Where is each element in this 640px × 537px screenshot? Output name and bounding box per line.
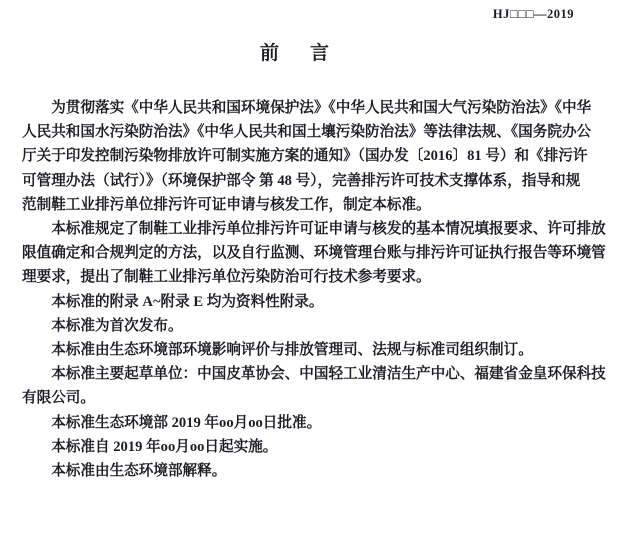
text-line: 本标准生态环境部 2019 年oo月oo日批准。: [51, 414, 322, 431]
foreword-body: [22, 96, 614, 483]
text-line: 限值确定和合规判定的方法，以及自行监测、环境管理台账与排污许可证执行报告等环境管: [22, 245, 606, 262]
text-line: 人民共和国水污染防治法》《中华人民共和国土壤污染防治法》等法律法规、《国务院办公: [22, 124, 592, 141]
text-line: 本标准自 2019 年oo月oo日起实施。: [51, 438, 278, 455]
text-line: 范制鞋工业排污单位排污许可证申请与核发工作，制定本标准。: [22, 196, 431, 213]
text-line: 本标准为首次发布。: [51, 317, 183, 334]
text-line: 本标准主要起草单位：中国皮革协会、中国轻工业清洁生产中心、福建省金皇环保科技: [51, 366, 606, 383]
text-line: 有限公司。: [22, 390, 95, 407]
text-line: 本标准由生态环境部解释。: [51, 463, 227, 480]
text-line: 本标准的附录 A~附录 E 均为资料性附录。: [51, 293, 324, 310]
text-line: 本标准由生态环境部环境影响评价与排放管理司、法规与标准司组织制订。: [51, 342, 533, 359]
text-line: 可管理办法（试行）》（环境保护部令 第 48 号），完善排污许可技术支撑体系，指导和规: [22, 172, 581, 189]
text-line: 理要求，提出了制鞋工业排污单位污染防治可行技术参考要求。: [22, 269, 431, 286]
doc-number: HJ□□□—2019: [492, 7, 574, 21]
page-title: 前 言: [260, 43, 336, 64]
text-line: 为贯彻落实《中华人民共和国环境保护法》《中华人民共和国大气污染防治法》《中华: [51, 100, 592, 116]
text-line: 厅关于印发控制污染物排放许可制实施方案的通知》（国办发〔2016〕81 号）和《排污许: [22, 148, 588, 165]
text-line: 本标准规定了制鞋工业排污单位排污许可证申请与核发的基本情况填报要求、许可排放: [51, 221, 606, 238]
